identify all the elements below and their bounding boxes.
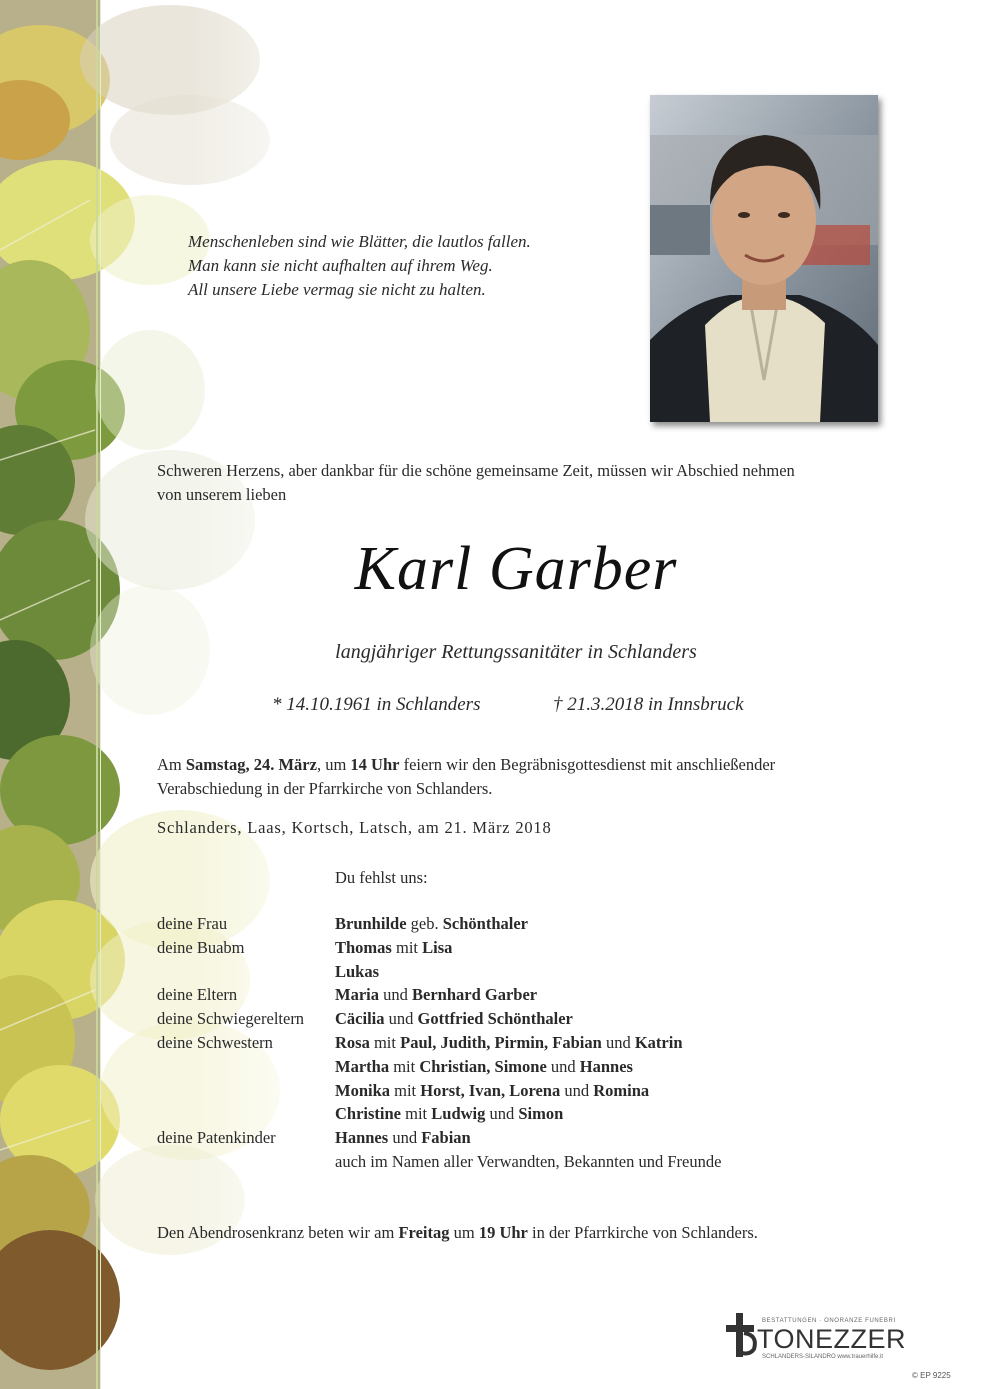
mourner-names [335,1081,649,1101]
mourner-name: Horst, Ivan, Lorena [420,1080,561,1100]
mourner-name: Katrin [634,1032,683,1052]
relation-label: deine Frau [157,914,228,933]
connector-text: mit [401,1104,432,1124]
service-time: 14 Uhr [350,755,400,774]
portrait-photo [650,95,878,422]
mourner-names [335,1009,573,1029]
intro-text [157,459,795,507]
vertical-rule [96,0,98,1389]
mourner-name: Christine [335,1104,401,1124]
mourner-name: Cäcilia [335,1009,385,1029]
deceased-name: Karl Garber [354,535,678,603]
connector-text: und [378,985,412,1005]
mourner-name: Christian, Simone [419,1056,547,1076]
we-miss-you: Du fehlst uns: [335,868,428,887]
mourner-name: Hannes [579,1056,633,1076]
mourner-name: Lisa [422,937,453,957]
cross-icon [724,1313,760,1357]
mourner-names [335,1128,471,1148]
service-line-1 [157,753,775,777]
poem [188,230,531,302]
mourner-name: Bernhard Garber [411,985,538,1005]
connector-text: und [384,1009,418,1029]
connector-text: und [546,1056,580,1076]
poem-line: Menschenleben sind wie Blätter, die lautlos fallen. [188,232,531,251]
rosary-time: 19 Uhr [478,1223,528,1242]
rosary-notice [157,1223,758,1243]
intro-line: Schweren Herzens, aber dankbar für die schöne gemeinsame Zeit, müssen wir Abschied nehmen [157,461,795,480]
relation-label: deine Schwiegereltern [157,1009,305,1029]
text-span: Den Abendrosenkranz beten wir am [157,1223,399,1242]
relation-label: deine Buabm [157,937,245,957]
mourner-names [335,1057,633,1077]
text-span: Am [157,755,186,774]
relation-label: deine Patenkinder [157,1128,276,1148]
connector-text: mit [369,1032,401,1052]
mourner-name: Fabian [421,1128,471,1148]
mourner-names [335,1104,563,1124]
rosary-day: Freitag [398,1223,450,1242]
mourner-names [335,1033,683,1053]
logo-footer: SCHLANDERS-SILANDRO www.trauerhilfe.it [762,1354,884,1360]
poem-line: All unsere Liebe vermag sie nicht zu halten. [188,280,486,299]
mourner-names [335,914,528,934]
intro-line: von unserem lieben [157,485,287,504]
text-span: um [449,1223,479,1242]
mourner-name: Thomas [335,937,392,957]
connector-text: mit [390,1080,421,1100]
ep-code: © EP 9225 [912,1371,951,1380]
mourner-names [335,1152,721,1172]
mourner-name: Romina [593,1080,650,1100]
mourner-name: Lukas [335,961,380,981]
mourner-names [335,962,379,982]
logo-subtitle: BESTATTUNGEN · ONORANZE FUNEBRI [762,1318,896,1324]
connector-text: und [560,1080,594,1100]
connector-text: mit [391,937,423,957]
mourner-name: Gottfried Schönthaler [417,1009,573,1029]
mourner-names [335,938,452,958]
text-span: , um [316,755,351,774]
service-day: Samstag, 24. März [185,755,317,774]
birth-date: * 14.10.1961 in Schlanders [272,694,481,715]
connector-text: geb. [406,914,443,933]
mourner-name: Hannes [335,1128,389,1148]
poem-line: Man kann sie nicht aufhalten auf ihrem Weg. [188,256,493,275]
mourner-name: Schönthaler [442,914,528,933]
connector-text: und [485,1104,519,1124]
mourner-name: Brunhilde [335,914,407,933]
mourner-name: Ludwig [431,1104,486,1124]
logo-name: TONEZZER [757,1324,907,1354]
connector-text: und [601,1032,635,1052]
mourner-name: Simon [518,1104,564,1124]
mourner-name: Paul, Judith, Pirmin, Fabian [400,1032,602,1052]
connector-text: und [388,1128,422,1148]
vertical-rule-light [100,0,101,1389]
text-span: feiern wir den Begräbnisgottesdienst mit anschließender [399,755,776,774]
death-date: † 21.3.2018 in Innsbruck [553,694,744,715]
relation-label: deine Eltern [157,985,238,1005]
mourner-names [335,985,537,1005]
mourner-name: Rosa [335,1032,370,1052]
service-line-2: Verabschiedung in der Pfarrkirche von Schlanders. [157,779,493,798]
mourner-name: Monika [335,1080,391,1100]
text-span: in der Pfarrkirche von Schlanders. [527,1223,758,1242]
mourner-name: Martha [335,1056,390,1076]
connector-text: auch im Namen aller Verwandten, Bekannten und Freunde [335,1151,722,1171]
deceased-occupation: langjähriger Rettungssanitäter in Schlanders [335,641,697,663]
relation-label: deine Schwestern [157,1032,273,1052]
connector-text: mit [389,1056,420,1076]
funeral-service-notice [157,753,775,801]
mourner-name: Maria [335,985,379,1005]
place-and-date: Schlanders, Laas, Kortsch, Latsch, am 21. März 2018 [157,818,552,837]
